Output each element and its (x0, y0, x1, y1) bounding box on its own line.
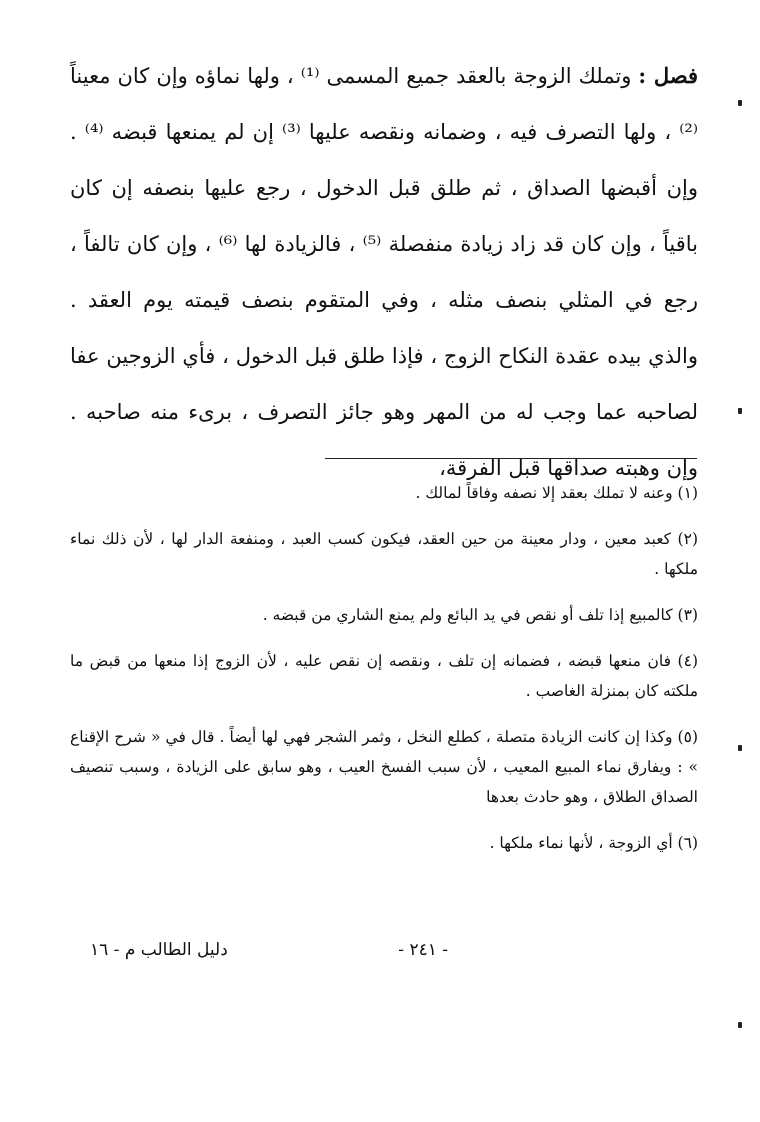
main-text (70, 48, 698, 496)
footnote-3: (٣) كالمبيع إذا تلف أو نقص في يد البائع ولم يمنع الشاري من قبضه . (262, 606, 698, 624)
footnote-1: (١) وعنه لا تملك بعقد إلا نصفه وفاقاً لمالك . (415, 484, 698, 502)
footnote-4: (٤) فان منعها قبضه ، فضمانه إن تلف ، ونقصه إن نقص عليه ، لأن الزوج إذا منعها من قبض ما ملكته كان بمنزلة الغاصب . (70, 652, 698, 700)
scan-mark (738, 1022, 742, 1028)
footnote-6: (٦) أي الزوجة ، لأنها نماء ملكها . (489, 834, 698, 852)
main-body-text: وتملك الزوجة بالعقد جميع المسمى ⁽¹⁾ ، ولها نماؤه وإن كان معيناً ⁽²⁾ ، ولها التصرف فيه ، وضمانه ونقصه عليها ⁽³⁾ إن لم يمنعها قبضه ⁽⁴⁾ . وإن أقبضها الصداق ، ثم طلق قبل الدخول ، رجع عليها بنصفه إن كان باقياً ، وإن كان قد زاد زيادة منفصلة ⁽⁵⁾ ، فالزيادة لها ⁽⁶⁾ ، وإن كان تالفاً ، رجع في المثلي بنصف مثله ، وفي المتقوم بنصف قيمته يوم العقد . والذي بيده عقدة النكاح الزوج ، فإذا طلق قبل الدخول ، فأي الزوجين عفا لصاحبه عما وجب له من المهر وهو جائز التصرف ، برىء منه صاحبه . وإن وهبته صداقها قبل الفرقة، (70, 64, 698, 480)
section-heading: فصل : (638, 63, 698, 88)
page-footer (70, 940, 698, 970)
scan-mark (738, 408, 742, 414)
main-paragraph (70, 48, 698, 496)
book-title: دليل الطالب م - ١٦ (90, 940, 228, 960)
footnote-5: (٥) وكذا إن كانت الزيادة متصلة ، كطلع النخل ، وثمر الشجر فهي لها أيضاً . قال في « شرح الإقناع » : ويفارق نماء المبيع المعيب ، لأن سبب الفسخ العيب ، وهو سابق على الزيادة ، وسبب تنصيف الصداق الطلاق ، وهو حادث بعدها (70, 728, 698, 806)
scan-mark (738, 745, 742, 751)
footnote-2: (٢) كعبد معين ، ودار معينة من حين العقد، فيكون كسب العبد ، ومنفعة الدار لها ، لأن ذلك نماء ملكها . (70, 530, 698, 578)
scan-mark (738, 100, 742, 106)
footnote-divider (325, 458, 697, 459)
footnotes (70, 478, 698, 874)
page-number: - ٢٤١ - (398, 940, 448, 960)
